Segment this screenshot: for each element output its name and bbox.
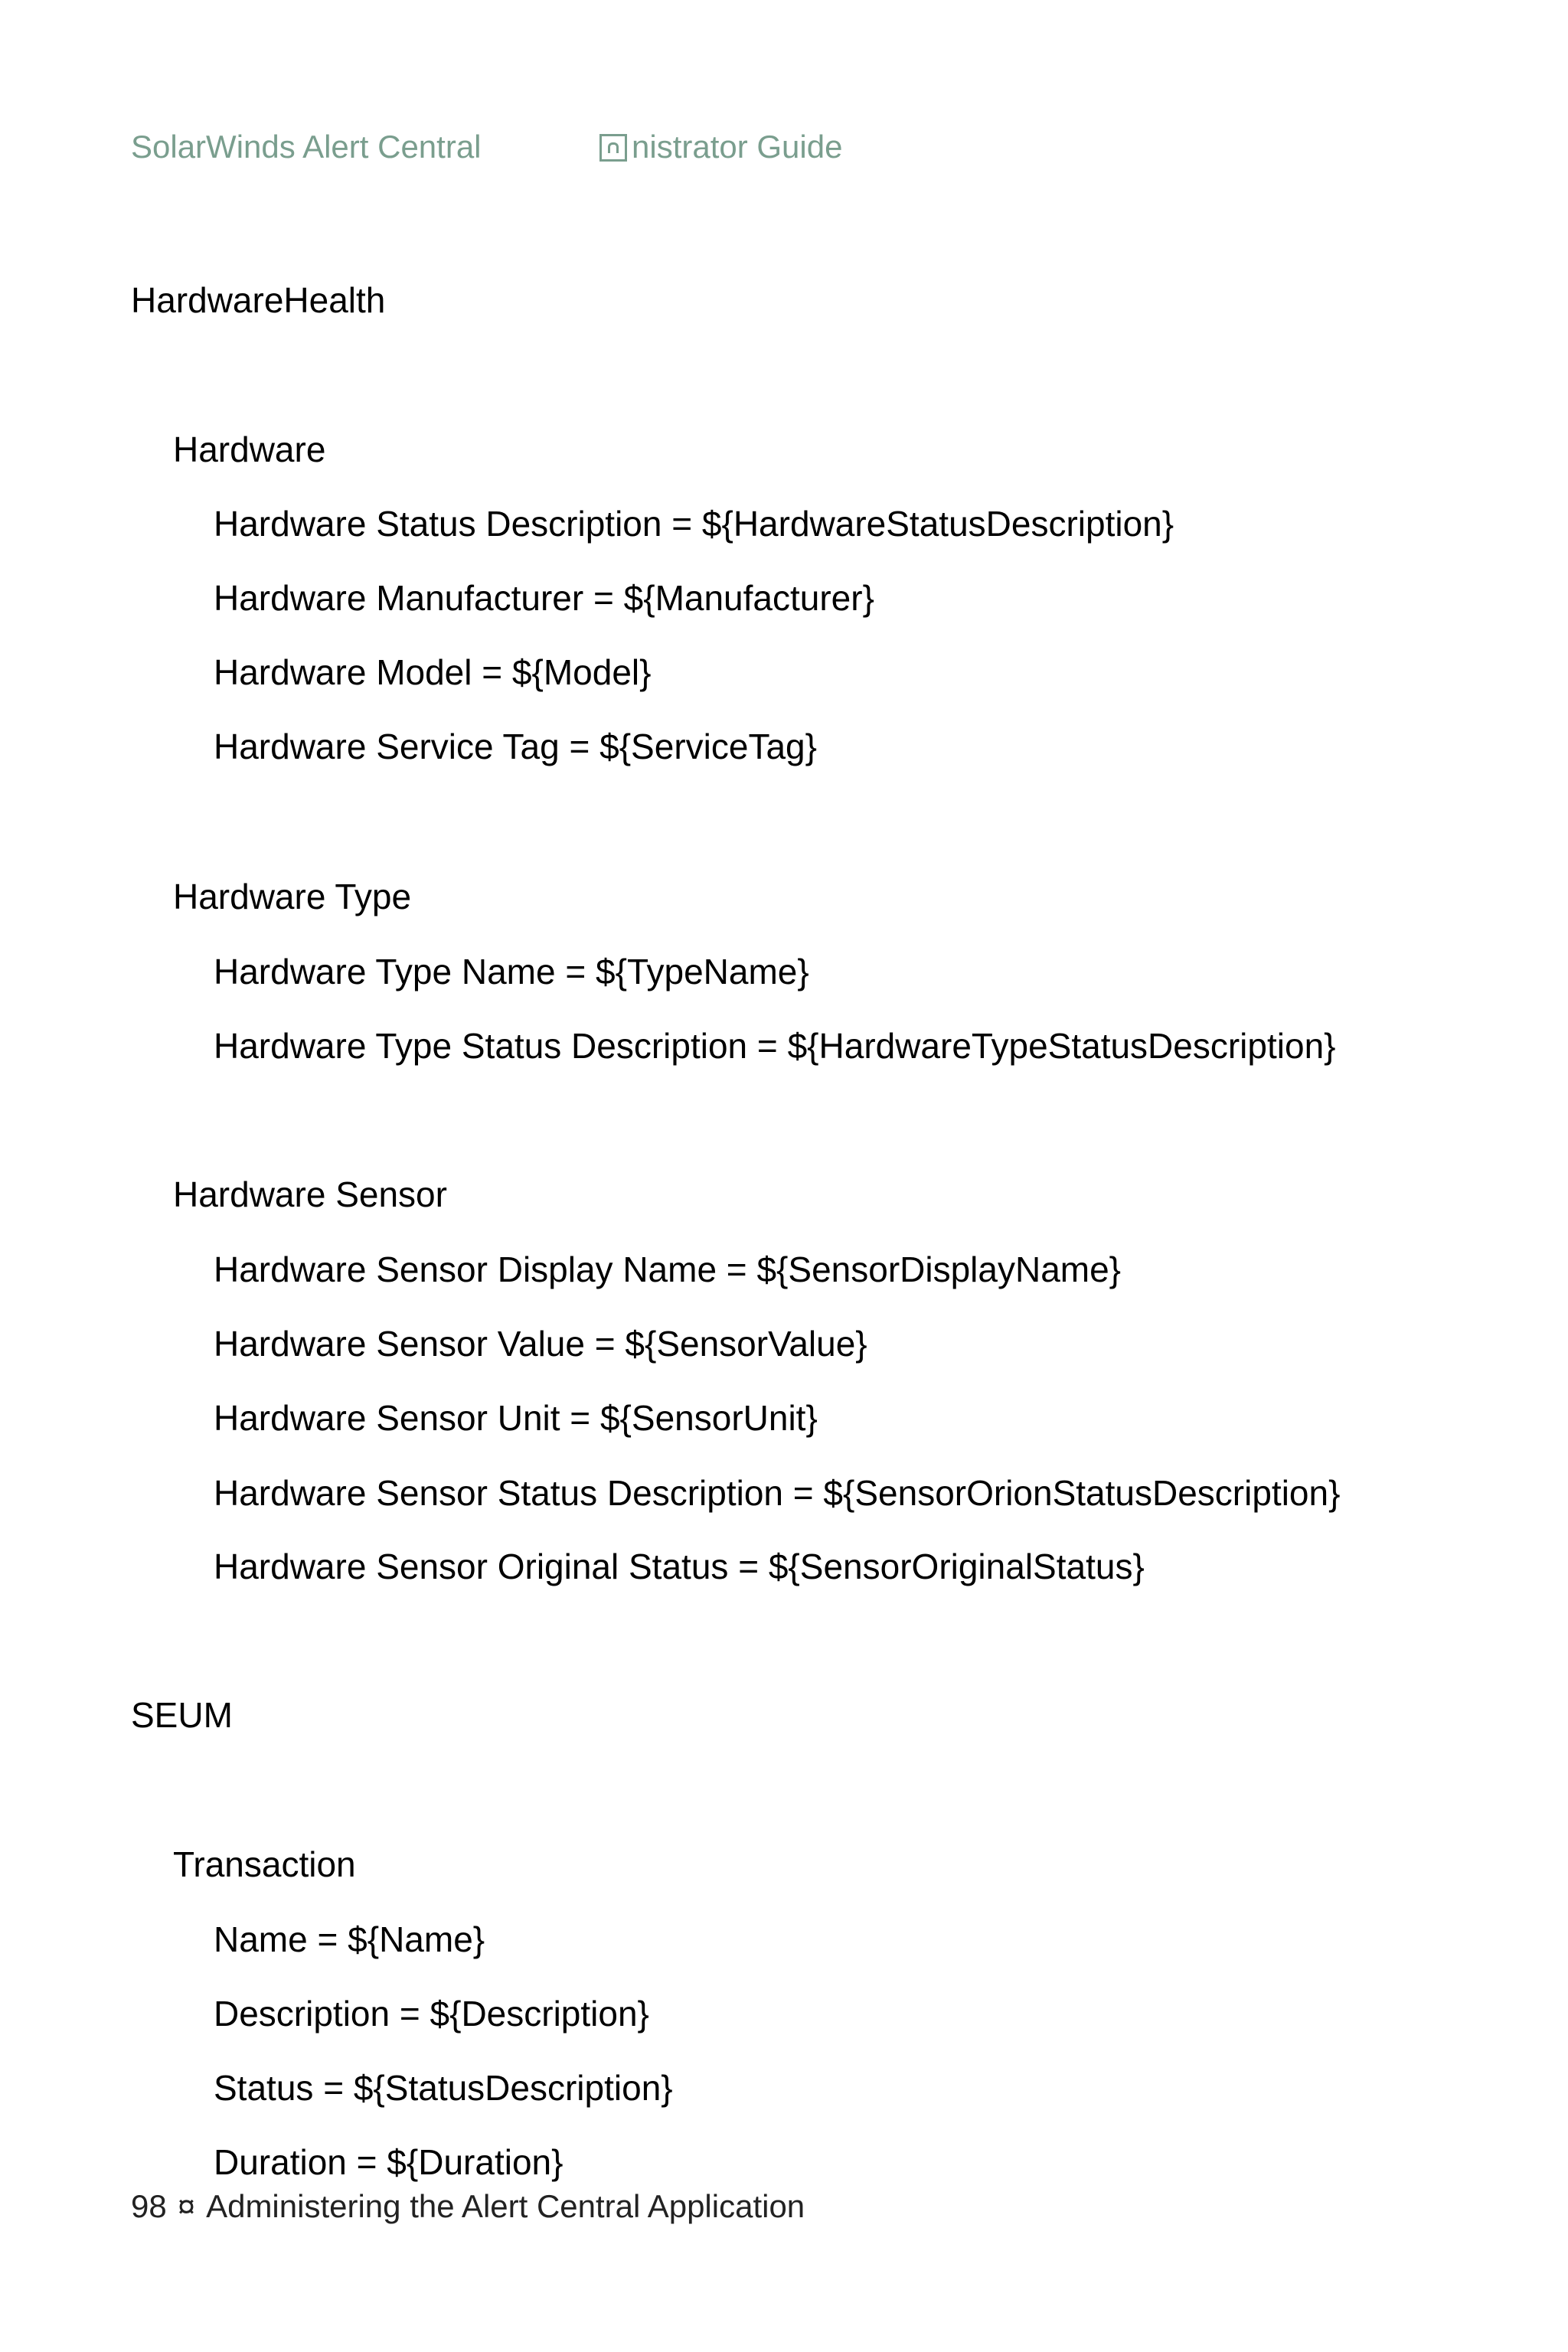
field-line: Hardware Type Name = ${TypeName} bbox=[214, 952, 809, 991]
running-header bbox=[131, 129, 866, 175]
header-guide-text: nistrator Guide bbox=[632, 129, 843, 165]
field-line: Description = ${Description} bbox=[214, 1994, 649, 2034]
page-footer bbox=[131, 2185, 805, 2228]
broken-glyph-icon bbox=[599, 134, 627, 162]
field-line: Hardware Sensor Unit = ${SensorUnit} bbox=[214, 1398, 818, 1438]
field-line: Hardware Sensor Status Description = ${SensorOrionStatusDescription} bbox=[214, 1473, 1341, 1513]
field-line: Hardware Sensor Value = ${SensorValue} bbox=[214, 1324, 867, 1364]
footer-separator: ¤ bbox=[177, 2188, 196, 2224]
field-line: Status = ${StatusDescription} bbox=[214, 2068, 673, 2108]
group-title: Transaction bbox=[173, 1844, 356, 1884]
field-line: Hardware Service Tag = ${ServiceTag} bbox=[214, 727, 817, 766]
group-title: Hardware bbox=[173, 430, 326, 469]
field-line: Hardware Status Description = ${HardwareStatusDescription} bbox=[214, 504, 1174, 544]
field-line: Hardware Sensor Display Name = ${SensorDisplayName} bbox=[214, 1250, 1122, 1289]
section-title: SEUM bbox=[131, 1695, 233, 1735]
footer-chapter-title: Administering the Alert Central Application bbox=[206, 2188, 805, 2224]
group-title: Hardware Sensor bbox=[173, 1174, 447, 1214]
group-title: Hardware Type bbox=[173, 877, 412, 916]
field-line: Hardware Manufacturer = ${Manufacturer} bbox=[214, 578, 874, 618]
field-line: Duration = ${Duration} bbox=[214, 2142, 564, 2182]
header-guide-title bbox=[599, 129, 842, 165]
field-line: Hardware Sensor Original Status = ${SensorOriginalStatus} bbox=[214, 1547, 1145, 1586]
field-line: Name = ${Name} bbox=[214, 1919, 485, 1959]
page-number: 98 bbox=[131, 2188, 167, 2224]
header-product-title: SolarWinds Alert Central bbox=[131, 129, 482, 165]
field-line: Hardware Type Status Description = ${HardwareTypeStatusDescription} bbox=[214, 1026, 1336, 1066]
section-title: HardwareHealth bbox=[131, 280, 386, 320]
field-line: Hardware Model = ${Model} bbox=[214, 652, 652, 692]
